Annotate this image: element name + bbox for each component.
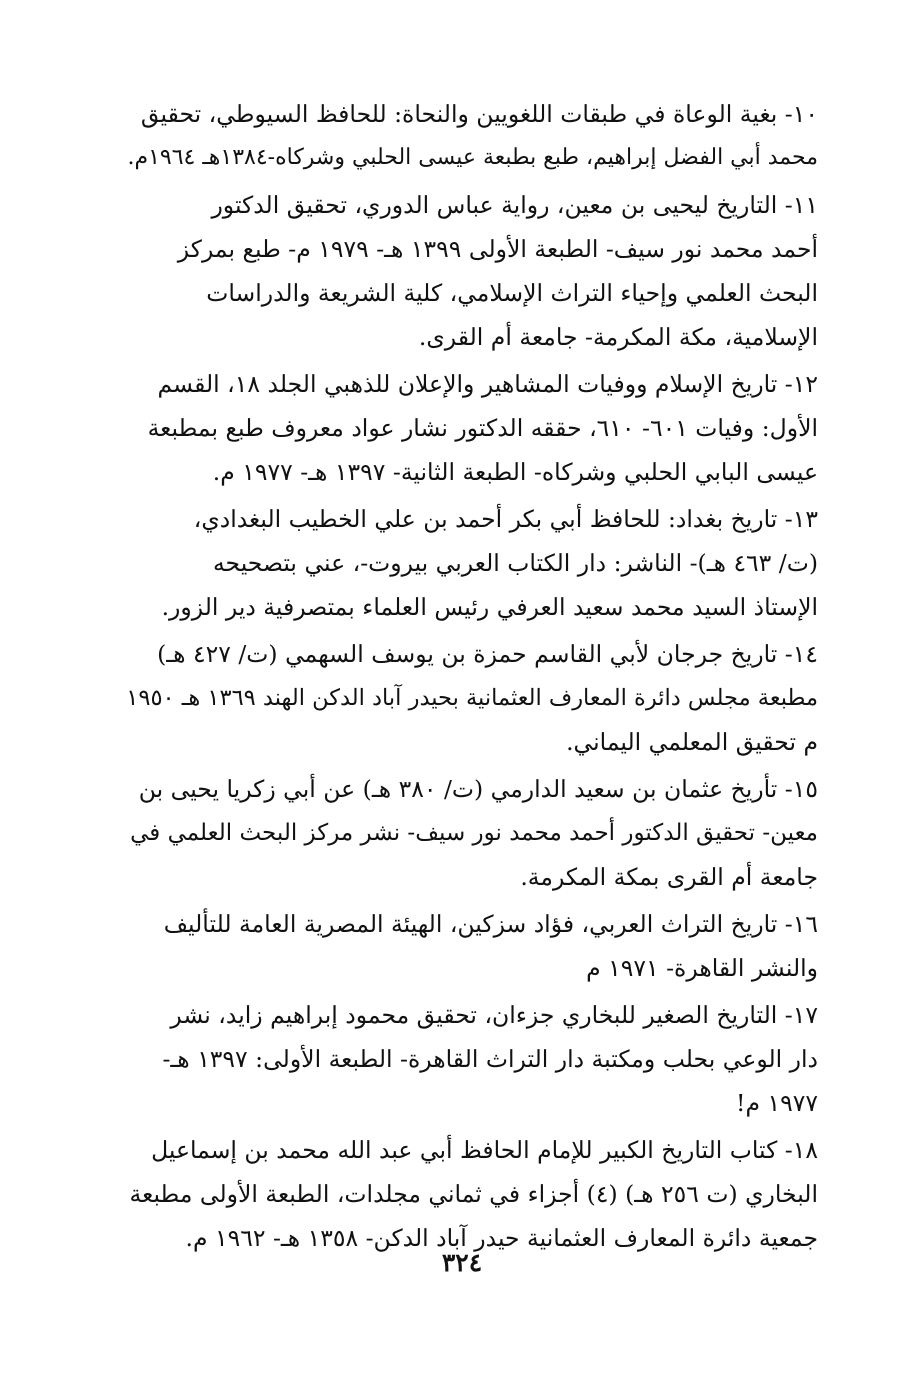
bibliography-entry-15 <box>118 767 818 899</box>
bibliography-entry-10 <box>118 92 818 180</box>
entry-line: عيسى البابي الحلبي وشركاه- الطبعة الثانية- ١٣٩٧ هـ- ١٩٧٧ م. <box>212 458 818 486</box>
entry-line: ١٣- تاريخ بغداد: للحافظ أبي بكر أحمد بن علي الخطيب البغدادي، <box>193 505 818 533</box>
entry-line: ١٧- التاريخ الصغير للبخاري جزءان، تحقيق محمود إبراهيم زايد، نشر <box>170 1001 818 1029</box>
bibliography-entry-11 <box>118 183 818 359</box>
entry-line: معين- تحقيق الدكتور أحمد محمد نور سيف- نشر مركز البحث العلمي في <box>130 820 818 846</box>
entry-line: جمعية دائرة المعارف العثمانية حيدر آباد الدكن- ١٣٥٨ هـ- ١٩٦٢ م. <box>185 1224 818 1252</box>
entry-line: ١٢- تاريخ الإسلام ووفيات المشاهير والإعلان للذهبي الجلد ١٨، القسم <box>157 370 818 398</box>
bibliography-entry-14 <box>118 632 818 764</box>
entry-line: محمد أبي الفضل إبراهيم، طبع بطبعة عيسى الحلبي وشركاه-١٣٨٤هـ ١٩٦٤م. <box>127 145 818 170</box>
entry-line: (ت/ ٤٦٣ هـ)- الناشر: دار الكتاب العربي بيروت-، عني بتصحيحه <box>212 549 818 577</box>
entry-line: أحمد محمد نور سيف- الطبعة الأولى ١٣٩٩ هـ- ١٩٧٩ م- طبع بمركز <box>177 235 818 263</box>
bibliography-entry-13 <box>118 497 818 629</box>
entry-line: دار الوعي بحلب ومكتبة دار التراث القاهرة- الطبعة الأولى: ١٣٩٧ هـ- <box>162 1045 818 1073</box>
entry-line: مطبعة مجلس دائرة المعارف العثمانية بحيدر آباد الدكن الهند ١٣٦٩ هـ ١٩٥٠ <box>126 685 818 711</box>
entry-line: ١٥- تأريخ عثمان بن سعيد الدارمي (ت/ ٣٨٠ هـ) عن أبي زكريا يحيى بن <box>138 775 818 803</box>
entry-line: البخاري (ت ٢٥٦ هـ) (٤) أجزاء في ثماني مجلدات، الطبعة الأولى مطبعة <box>129 1180 818 1208</box>
bibliography-entry-17 <box>118 993 818 1125</box>
entry-line: جامعة أم القرى بمكة المكرمة. <box>520 863 818 891</box>
bibliography-entry-16 <box>118 902 818 990</box>
bibliography-page <box>118 92 818 1263</box>
entry-line: والنشر القاهرة- ١٩٧١ م <box>586 954 818 982</box>
entry-line: ١١- التاريخ ليحيى بن معين، رواية عباس الدوري، تحقيق الدكتور <box>211 191 818 219</box>
entry-line: ١٠- بغية الوعاة في طبقات اللغويين والنحاة: للحافظ السيوطي، تحقيق <box>140 100 818 128</box>
page-number: ٣٢٤ <box>441 1248 483 1277</box>
entry-line: البحث العلمي وإحياء التراث الإسلامي، كلية الشريعة والدراسات <box>206 279 818 307</box>
bibliography-entry-18 <box>118 1128 818 1260</box>
entry-line: الإستاذ السيد محمد سعيد العرفي رئيس العلماء بمتصرفية دير الزور. <box>161 593 818 621</box>
entry-line: الأول: وفيات ٦٠١- ٦١٠، حققه الدكتور نشار عواد معروف طبع بمطبعة <box>147 414 818 442</box>
entry-line: الإسلامية، مكة المكرمة- جامعة أم القرى. <box>418 323 818 351</box>
entry-line: ١٤- تاريخ جرجان لأبي القاسم حمزة بن يوسف السهمي (ت/ ٤٢٧ هـ) <box>157 640 818 668</box>
entry-line: ١٨- كتاب التاريخ الكبير للإمام الحافظ أبي عبد الله محمد بن إسماعيل <box>151 1136 818 1164</box>
entry-line: م تحقيق المعلمي اليماني. <box>566 728 818 756</box>
entry-line: ١٦- تاريخ التراث العربي، فؤاد سزكين، الهيئة المصرية العامة للتأليف <box>163 910 818 938</box>
bibliography-entry-12 <box>118 362 818 494</box>
entry-line: ١٩٧٧ م! <box>736 1089 818 1117</box>
